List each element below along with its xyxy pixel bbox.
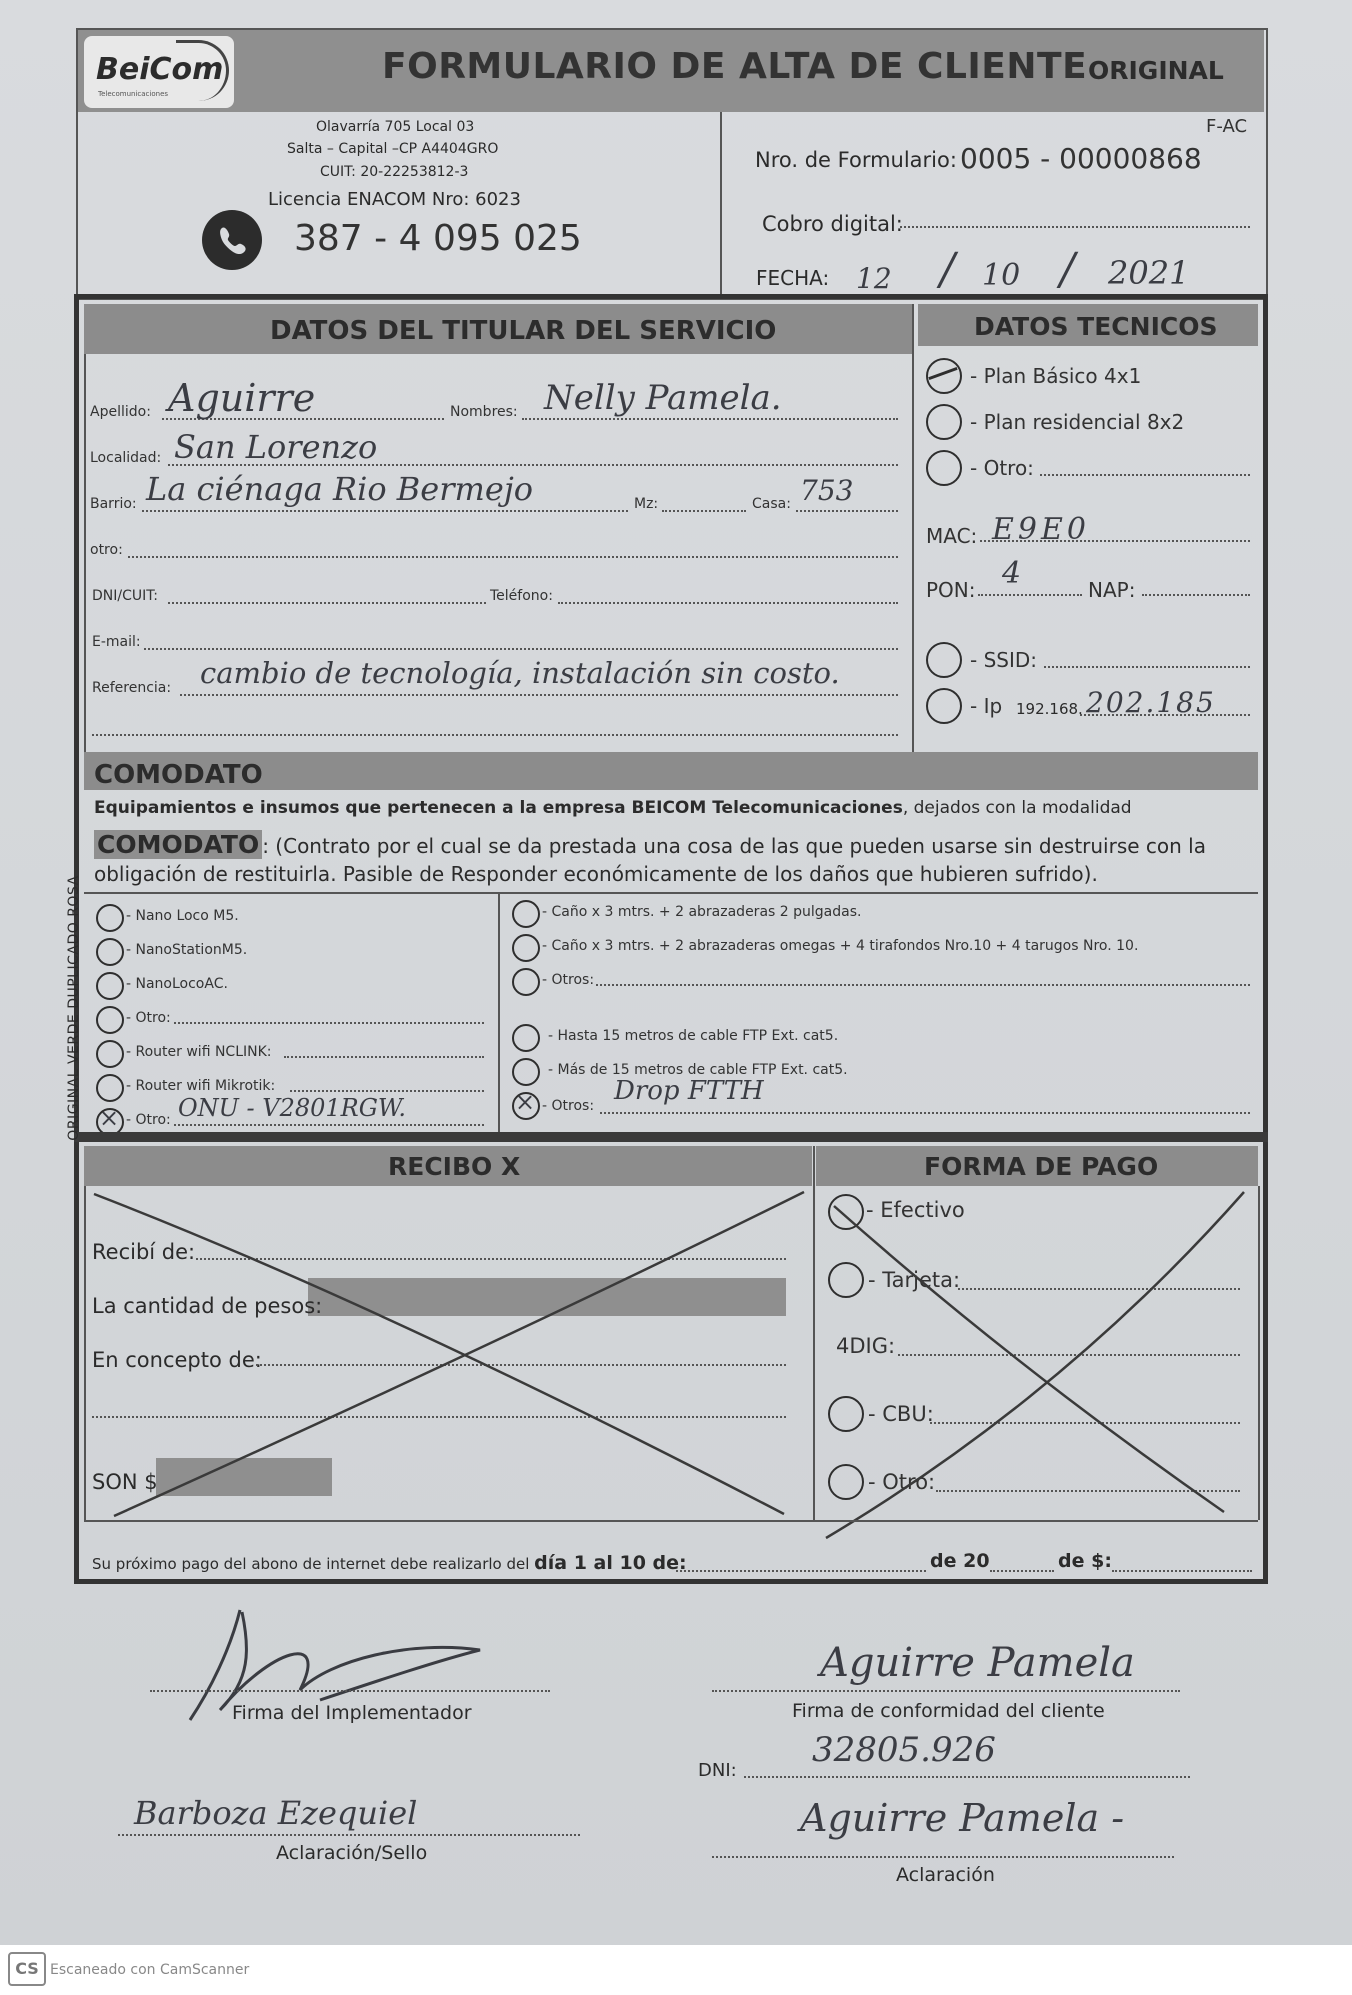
item-nanoloco-ac-radio[interactable] [96,972,124,1000]
cliente-signature: Aguirre Pamela [820,1640,1135,1686]
camscanner-logo: CS [8,1952,46,1986]
dni-cuit-label: DNI/CUIT: [92,588,158,604]
comodato-definition-line [94,830,1206,859]
comodato-intro-rest: , dejados con la modalidad [902,798,1132,818]
implementador-signature [180,1590,500,1750]
fecha-day: 12 [856,262,892,295]
localidad-label: Localidad: [90,450,162,466]
fecha-year: 2021 [1108,254,1190,292]
item-cable-mas15m-label: - Más de 15 metros de cable FTP Ext. cat5. [548,1062,848,1078]
casa-line [796,510,898,512]
implementador-aclaracion-line [118,1834,580,1836]
cliente-aclaracion-value: Aguirre Pamela - [800,1796,1125,1840]
item-otro-line [174,1022,484,1024]
enacom-license: Licencia ENACOM Nro: 6023 [268,189,521,210]
item-nanostation-m5-radio[interactable] [96,938,124,966]
dni-cuit-line [168,602,486,604]
nap-line [1142,594,1250,596]
telefono-line [558,602,898,604]
whatsapp-icon [202,210,262,270]
item-nanostation-m5-label: - NanoStationM5. [126,942,248,958]
nombres-label: Nombres: [450,404,518,420]
titular-tecnicos-divider [912,304,914,754]
pago-efectivo-label: - Efectivo [866,1198,965,1222]
aclaracion-caption: Aclaración [896,1864,995,1886]
pago-4dig-label: 4DIG: [836,1334,896,1358]
item-nanoloco-m5-label: - Nano Loco M5. [126,908,239,924]
referencia-value: cambio de tecnología, instalación sin costo. [200,656,840,690]
telefono-label: Teléfono: [490,588,553,604]
otro-line [128,556,898,558]
item-router-mikrotik-line [290,1090,484,1092]
form-number-label: Nro. de Formulario: [755,148,957,172]
barrio-value: La ciénaga Rio Bermejo [146,470,533,508]
email-label: E-mail: [92,634,141,650]
item-cano-2pulg-radio[interactable] [512,900,540,928]
plan-otro-label: - Otro: [970,456,1034,480]
company-logo: BeiCom [96,52,224,87]
plan-residencial-label: - Plan residencial 8x2 [970,410,1185,434]
next-payment-prefix: Su próximo pago del abono de internet debe realizarlo del [92,1555,535,1573]
fecha-label: FECHA: [756,266,830,290]
cliente-dni-line [744,1776,1190,1778]
next-payment-year-line [990,1570,1054,1572]
item-router-nclink-line [284,1056,484,1058]
cliente-aclaracion-line [712,1856,1174,1858]
form-number: 0005 - 00000868 [960,142,1202,175]
casa-value: 753 [800,474,854,507]
cobro-digital-line [900,226,1250,228]
plan-residencial-radio[interactable] [926,404,962,440]
aclaracion-sello-caption: Aclaración/Sello [276,1842,428,1864]
item-otros-drop-line [600,1112,1250,1114]
item-otros-drop-x-mark: × [515,1088,536,1116]
conformidad-caption: Firma de conformidad del cliente [792,1700,1105,1722]
next-payment-year-label: de 20 [930,1550,990,1572]
copy-colors-note: ORIGINAL VERDE DUPLICADO ROSA [66,875,82,1141]
recibo-void-cross [84,1186,814,1520]
header-divider [720,112,722,296]
fecha-sep-2: / [1060,244,1075,295]
localidad-value: San Lorenzo [174,428,378,466]
casa-label: Casa: [752,496,791,512]
otro-label: otro: [90,542,123,558]
next-payment-month-line [676,1570,926,1572]
copy-label: ORIGINAL [1088,56,1224,85]
implementador-signature-line [150,1690,550,1692]
pago-section-title: FORMA DE PAGO [924,1152,1159,1181]
item-cable-mas15m-radio[interactable] [512,1058,540,1086]
cliente-dni-value: 32805.926 [812,1730,996,1770]
comodato-term: COMODATO [94,830,262,859]
comodato-column-divider [498,892,500,1132]
next-payment-amount-label: de $: [1058,1550,1112,1572]
form-code: F-AC [1206,116,1248,137]
tecnicos-section-title: DATOS TECNICOS [974,312,1218,341]
referencia-label: Referencia: [92,680,172,696]
form-title: FORMULARIO DE ALTA DE CLIENTE [382,46,1088,87]
comodato-definition-2: obligación de restituirla. Pasible de Responder económicamente de los daños que hubieren sufrido). [94,862,1098,886]
ssid-line [1044,666,1250,668]
ssid-label: - SSID: [970,648,1038,672]
next-payment-range: día 1 al 10 de: [534,1552,687,1574]
implementador-caption: Firma del Implementador [232,1702,472,1724]
comodato-section-title: COMODATO [94,760,263,790]
referencia-line [180,694,898,696]
apellido-value: Aguirre [168,376,316,420]
next-payment-amount-line [1112,1570,1252,1572]
recibo-son-label: SON $ [92,1470,158,1494]
item-otros-drop-label: - Otros: [542,1098,595,1114]
email-line [144,648,898,650]
item-cano-2pulg-label: - Caño x 3 mtrs. + 2 abrazaderas 2 pulgadas. [542,904,862,920]
pago-tarjeta-label: - Tarjeta: [868,1268,961,1292]
item-router-mikrotik-radio[interactable] [96,1074,124,1102]
mac-label: MAC: [926,524,978,548]
company-address: Olavarría 705 Local 03 [316,119,475,135]
apellido-label: Apellido: [90,404,151,420]
company-logo-subtitle: Telecomunicaciones [98,90,169,98]
item-otros-drop-value: Drop FTTH [614,1076,764,1106]
pago-otro-label: - Otro: [868,1470,936,1494]
nap-label: NAP: [1088,578,1136,602]
ip-prefix: 192.168. [1016,700,1083,718]
cobro-digital-label: Cobro digital: [762,212,903,236]
mz-label: Mz: [634,496,659,512]
item-otros-label: - Otros: [542,972,595,988]
item-router-mikrotik-label: - Router wifi Mikrotik: [126,1078,276,1094]
item-otro-onu-x-mark: × [99,1104,120,1132]
ip-label: - Ip [970,694,1003,718]
nombres-value: Nelly Pamela. [544,378,782,418]
item-otro-onu-label: - Otro: [126,1112,171,1128]
recibo-concepto-label: En concepto de: [92,1348,262,1372]
fecha-month: 10 [982,258,1021,293]
pon-label: PON: [926,578,976,602]
item-cano-omegas-radio[interactable] [512,934,540,962]
pon-value: 4 [1002,556,1022,591]
item-router-nclink-label: - Router wifi NCLINK: [126,1044,272,1060]
ssid-radio[interactable] [926,642,962,678]
item-cable-15m-label: - Hasta 15 metros de cable FTP Ext. cat5. [548,1028,839,1044]
comodato-intro-line [94,798,1132,818]
pago-void-cross [814,1186,1258,1546]
titular-section-title: DATOS DEL TITULAR DEL SERVICIO [270,316,777,346]
cliente-signature-line [712,1690,1180,1692]
comodato-definition: : (Contrato por el cual se da prestada una cosa de las que pueden usarse sin destruirse con la [262,834,1206,858]
pago-cbu-label: - CBU: [868,1402,934,1426]
contact-phone: 387 - 4 095 025 [294,218,582,259]
item-nanoloco-m5-radio[interactable] [96,904,124,932]
camscanner-text: Escaneado con CamScanner [50,1962,250,1978]
referencia-line-2 [92,734,898,736]
next-payment-text [92,1552,687,1574]
titular-box-left-rule [84,354,86,754]
fecha-sep-1: / [940,244,955,295]
comodato-bottom-rule [74,1132,1268,1142]
company-city: Salta – Capital –CP A4404GRO [287,141,499,157]
mz-line [662,510,746,512]
item-otro-onu-line [174,1124,484,1126]
mac-value: E9E0 [992,512,1090,547]
item-otro-onu-value: ONU - V2801RGW. [178,1094,407,1122]
recibo-section-title: RECIBO X [388,1152,521,1181]
plan-otro-radio[interactable] [926,450,962,486]
recibo-right-rule [1258,1186,1260,1520]
plan-basico-label: - Plan Básico 4x1 [970,364,1142,388]
item-otro-radio[interactable] [96,1006,124,1034]
item-cable-15m-radio[interactable] [512,1024,540,1052]
comodato-intro-bold: Equipamientos e insumos que pertenecen a la empresa BEICOM Telecomunicaciones [94,798,903,818]
implementador-aclaracion-value: Barboza Ezequiel [134,1794,418,1832]
recibo-recibi-label: Recibí de: [92,1240,196,1264]
item-otros-line [596,984,1250,986]
next-payment-rule [84,1520,1258,1522]
pon-line [978,594,1082,596]
plan-otro-line [1040,474,1250,476]
cliente-dni-label: DNI: [698,1760,737,1781]
item-nanoloco-ac-label: - NanoLocoAC. [126,976,228,992]
comodato-rule [84,892,1258,894]
item-otro-label: - Otro: [126,1010,171,1026]
item-otros-radio[interactable] [512,968,540,996]
item-router-nclink-radio[interactable] [96,1040,124,1068]
nombres-line [522,418,898,420]
barrio-label: Barrio: [90,496,137,512]
ip-radio[interactable] [926,688,962,724]
recibo-cantidad-label: La cantidad de pesos: [92,1294,323,1318]
company-cuit: CUIT: 20-22253812-3 [320,164,469,180]
barrio-line [142,510,628,512]
ip-value: 202.185 [1086,686,1216,719]
item-cano-omegas-label: - Caño x 3 mtrs. + 2 abrazaderas omegas + 4 tirafondos Nro.10 + 4 tarugos Nro. 10. [542,938,1139,954]
